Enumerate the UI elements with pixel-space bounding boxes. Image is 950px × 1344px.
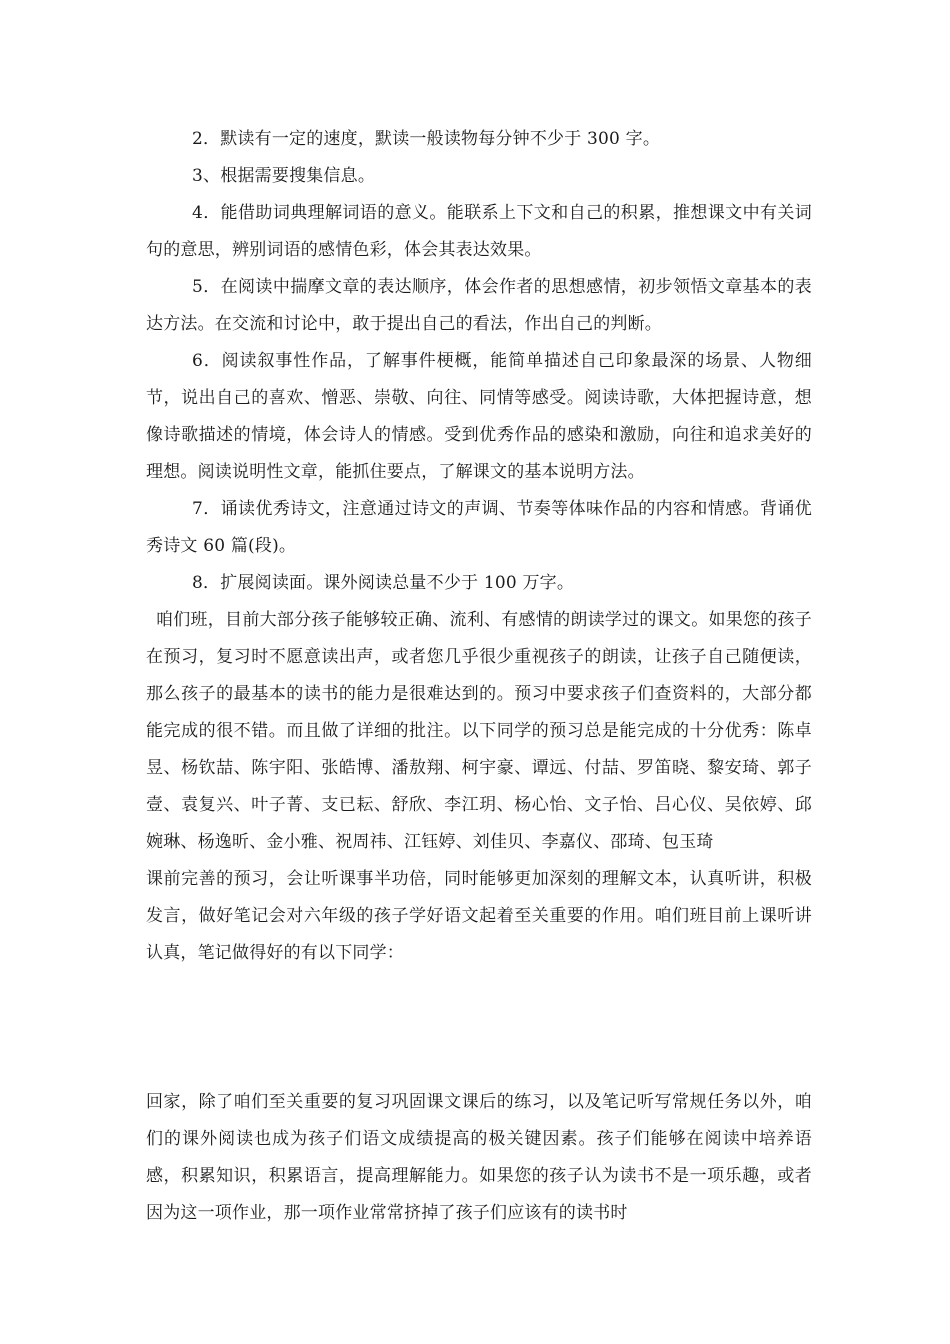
paragraph-home: 回家，除了咱们至关重要的复习巩固课文课后的练习，以及笔记听写常规任务以外，咱们的课外阅读也成为孩子们语文成绩提高的极关键因素。孩子们能够在阅读中培养语感，积累知识，积累语言，提高理解能力。如果您的孩子认为读书不是一项乐趣，或者因为这一项作业，那一项作业常常挤掉了孩子们应该有的读书时 <box>146 1092 812 1223</box>
item-2: 2．默读有一定的速度，默读一般读物每分钟不少于 300 字。 <box>192 129 661 149</box>
paragraph-reading: 咱们班，目前大部分孩子能够较正确、流利、有感情的朗读学过的课文。如果您的孩子在预习，复习时不愿意读出声，或者您几乎很少重视孩子的朗读，让孩子自己随便读，那么孩子的最基本的读书的能力是很难达到的。预习中要求孩子们查资料的，大部分都能完成的很不错。而且做了详细的批注。以下同学的预习总是能完成的十分优秀：陈卓昱、杨钦喆、陈宇阳、张皓博、潘敖翔、柯宇豪、谭远、付喆、罗笛晓、黎安琦、郭子壹、袁复兴、叶子菁、支已耘、舒欣、李江玥、杨心怡、文子怡、吕心仪、吴依婷、邱婉琳、杨逸昕、金小雅、祝周祎、江钰婷、刘佳贝、李嘉仪、邵琦、包玉琦 <box>146 610 812 852</box>
item-5: 5．在阅读中揣摩文章的表达顺序，体会作者的思想感情，初步领悟文章基本的表达方法。在交流和讨论中，敢于提出自己的看法，作出自己的判断。 <box>146 277 812 334</box>
document-page <box>146 121 812 1232</box>
item-4: 4．能借助词典理解词语的意义。能联系上下文和自己的积累，推想课文中有关词句的意思，辨别词语的感情色彩，体会其表达效果。 <box>146 203 812 260</box>
item-3: 3、根据需要搜集信息。 <box>192 166 376 186</box>
paragraph-notes: 课前完善的预习，会让听课事半功倍，同时能够更加深刻的理解文本，认真听讲，积极发言，做好笔记会对六年级的孩子学好语文起着至关重要的作用。咱们班目前上课听讲认真，笔记做得好的有以下同学： <box>146 869 812 963</box>
item-8: 8．扩展阅读面。课外阅读总量不少于 100 万字。 <box>192 573 575 593</box>
item-7: 7．诵读优秀诗文，注意通过诗文的声调、节奏等体味作品的内容和情感。背诵优秀诗文 60 篇(段)。 <box>146 499 812 556</box>
blank-gap <box>146 972 812 1084</box>
item-6: 6．阅读叙事性作品，了解事件梗概，能简单描述自己印象最深的场景、人物细节，说出自己的喜欢、憎恶、崇敬、向往、同情等感受。阅读诗歌，大体把握诗意，想像诗歌描述的情境，体会诗人的情感。受到优秀作品的感染和激励，向往和追求美好的理想。阅读说明性文章，能抓住要点，了解课文的基本说明方法。 <box>146 351 812 482</box>
